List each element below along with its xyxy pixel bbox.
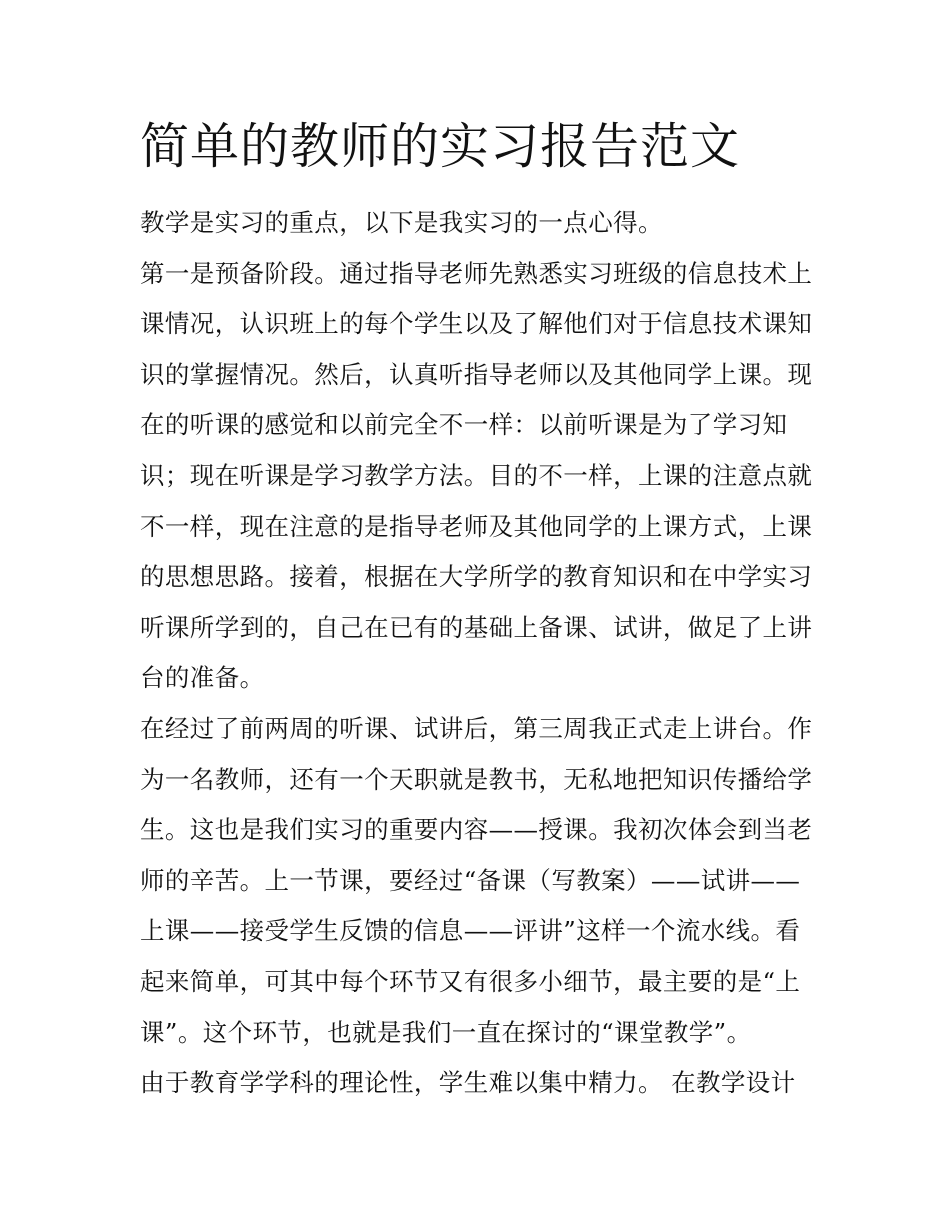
text-line: 在的听课的感觉和以前完全不一样：以前听课是为了学习知 xyxy=(140,410,788,440)
text-line: 起来简单，可其中每个环节又有很多小细节，最主要的是“上 xyxy=(140,966,801,996)
text-line: 为一名教师，还有一个天职就是教书，无私地把知识传播给学 xyxy=(140,764,813,794)
text-line: 课”。这个环节，也就是我们一直在探讨的“课堂教学”。 xyxy=(140,1017,752,1047)
text-line: 不一样，现在注意的是指导老师及其他同学的上课方式，上课 xyxy=(140,511,813,541)
text-line: 在经过了前两周的听课、试讲后，第三周我正式走上讲台。作 xyxy=(140,713,813,743)
text-line: 台的准备。 xyxy=(140,663,265,693)
text-line: 第一是预备阶段。通过指导老师先熟悉实习班级的信息技术上 xyxy=(140,258,813,288)
text-line: 的思想思路。接着，根据在大学所学的教育知识和在中学实习 xyxy=(140,562,813,592)
text-line: 识；现在听课是学习教学方法。目的不一样，上课的注意点就 xyxy=(140,460,813,490)
text-line: 生。这也是我们实习的重要内容——授课。我初次体会到当老 xyxy=(140,815,813,845)
text-line: 课情况，认识班上的每个学生以及了解他们对于信息技术课知 xyxy=(140,309,813,339)
text-line: 由于教育学学科的理论性，学生难以集中精力。 在教学设计 xyxy=(140,1068,796,1098)
text-line: 识的掌握情况。然后，认真听指导老师以及其他同学上课。现 xyxy=(140,359,813,389)
document-body xyxy=(140,198,820,1109)
text-line: 教学是实习的重点，以下是我实习的一点心得。 xyxy=(140,208,663,237)
text-line: 上课——接受学生反馈的信息——评讲”这样一个流水线。看 xyxy=(140,916,801,946)
text-line: 师的辛苦。上一节课，要经过“备课（写教案）——试讲—— xyxy=(140,865,801,895)
text-line: 听课所学到的，自己在已有的基础上备课、试讲，做足了上讲 xyxy=(140,612,813,642)
document-title: 简单的教师的实习报告范文 xyxy=(140,118,741,175)
